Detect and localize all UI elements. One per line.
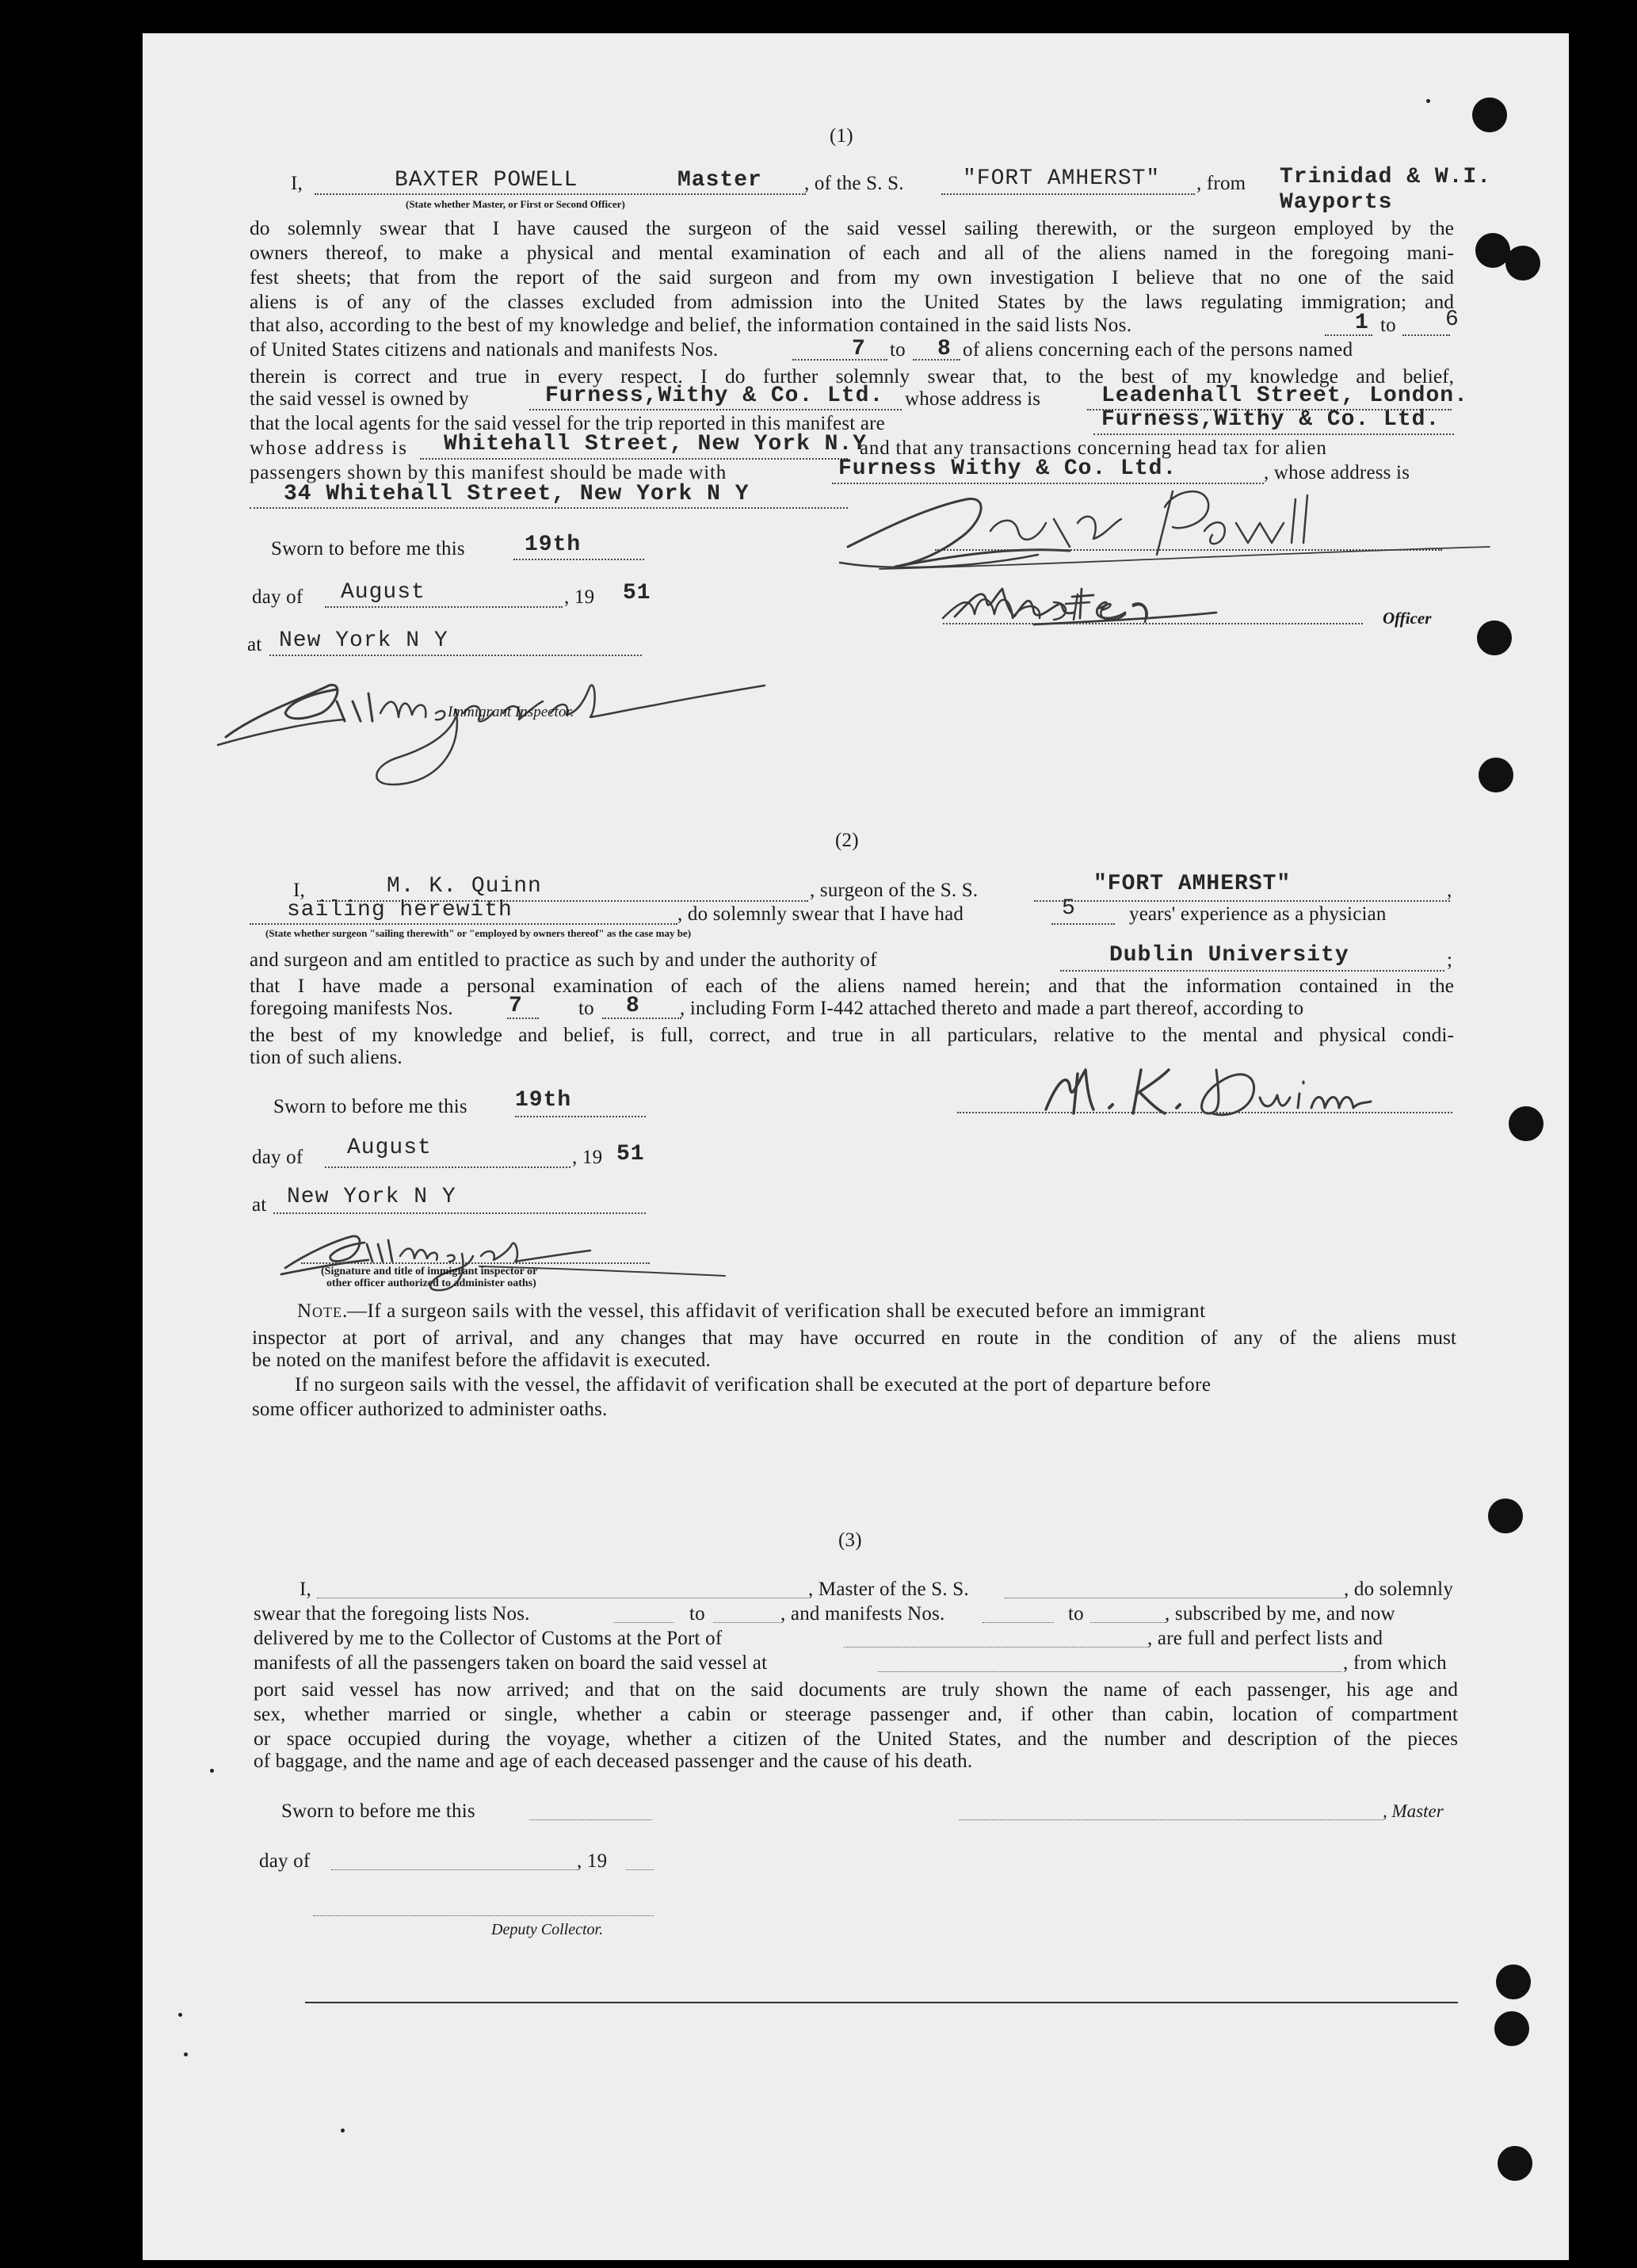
s3-to-label-1: to: [689, 1603, 705, 1625]
s3-year-line: [626, 1869, 654, 1870]
ship-name: "FORT AMHERST": [963, 166, 1161, 191]
owner: Furness,Withy & Co. Ltd.: [545, 384, 884, 408]
of-ss-label: , of the S. S.: [804, 173, 904, 194]
s1-text-1: do solemnly swear that I have caused the surgeon of the said vessel sailing therewith, or the surgeon employed by the: [250, 216, 1454, 239]
speck: [341, 2129, 345, 2132]
s3-deputy-label: Deputy Collector.: [491, 1921, 604, 1938]
owner-address: Leadenhall Street, London.: [1101, 384, 1468, 408]
punch-hole: [1477, 620, 1512, 655]
note-text-3: be noted on the manifest before the affidavit is executed.: [252, 1350, 711, 1371]
s2-text-6: tion of such aliens.: [250, 1047, 403, 1068]
authority: Dublin University: [1109, 943, 1349, 968]
s1-text-7: therein is correct and true in every respect. I do further solemnly swear that, to the best of my knowledge and belief,: [250, 365, 1454, 388]
agents-line: [1093, 433, 1454, 435]
s1-month: August: [341, 580, 425, 605]
speck: [178, 2013, 182, 2017]
headtax-address-line: [250, 507, 848, 509]
s3-text-4: port said vessel has now arrived; and that on the said documents are truly shown the name of each passenger, his age and: [254, 1678, 1458, 1701]
s2-text-1b: years' experience as a physician: [1129, 903, 1387, 925]
s1-text-11: passengers shown by this manifest should be made with: [250, 462, 727, 483]
s3-deputy-line: [313, 1915, 654, 1916]
master-signature-line: [935, 549, 1442, 551]
s2-man-to-line: [602, 1018, 681, 1019]
s1-sworn-day-line: [513, 559, 644, 560]
sailing-line: [250, 923, 677, 925]
years-line: [1051, 923, 1115, 925]
surgeon-of-label: , surgeon of the S. S.: [810, 880, 979, 901]
headtax-address: 34 Whitehall Street, New York N Y: [284, 482, 750, 506]
surgeon-status-note: (State whether surgeon "sailing therewith" or "employed by owners thereof" as the case may be): [265, 927, 692, 939]
s3-text-7: of baggage, and the name and age of each deceased passenger and the cause of his death.: [254, 1751, 973, 1772]
s1-sworn-label: Sworn to before me this: [271, 538, 465, 559]
s3-text-2b: , are full and perfect lists and: [1147, 1628, 1383, 1649]
s2-text-3: that I have made a personal examination of each of the aliens named herein; and that the information contained in the: [250, 974, 1454, 997]
section-2-number: (2): [835, 830, 859, 851]
surgeon-signature: [1030, 1046, 1426, 1133]
man-to-line: [913, 359, 960, 361]
note-text-1: —If a surgeon sails with the vessel, this affidavit of verification shall be executed before an immigrant: [347, 1300, 1206, 1322]
s1-place: New York N Y: [279, 628, 448, 653]
s3-lists-to-line: [713, 1622, 780, 1623]
agents-address-line: [420, 458, 848, 460]
s2-inspector-line: [301, 1262, 650, 1264]
bottom-rule: [305, 2002, 1458, 2003]
s3-master-of: , Master of the S. S.: [808, 1579, 969, 1600]
section-1-number: (1): [830, 125, 853, 147]
surgeon-name: M. K. Quinn: [387, 874, 542, 899]
s1-to-label-2: to: [890, 339, 906, 361]
s1-text-9: that the local agents for the said vessel for the trip reported in this manifest are: [250, 413, 885, 434]
lists-to: 6: [1445, 307, 1460, 332]
s3-boarding-line: [878, 1671, 1341, 1672]
s3-month-line: [331, 1869, 577, 1870]
speck: [1426, 99, 1430, 103]
s3-sworn-label: Sworn to before me this: [281, 1800, 475, 1822]
punch-hole: [1488, 1499, 1523, 1533]
s2-semicolon: ;: [1447, 949, 1453, 971]
s3-sworn-day-line: [529, 1819, 652, 1820]
s1-text-11b: , whose address is: [1264, 462, 1410, 483]
punch-hole: [1472, 97, 1507, 132]
headtax-company: Furness Withy & Co. Ltd.: [838, 456, 1177, 481]
s2-year-prefix: , 19: [572, 1147, 603, 1168]
s2-i-label: I,: [293, 880, 305, 901]
s2-ship-line: [1034, 900, 1450, 902]
s1-at-label: at: [247, 634, 262, 655]
s3-i-label: I,: [300, 1579, 311, 1600]
s1-month-line: [325, 606, 563, 608]
s3-lists-from-line: [614, 1622, 673, 1623]
punch-hole: [1494, 2011, 1529, 2046]
manifests-from: 7: [852, 337, 866, 361]
s1-year-prefix: , 19: [564, 586, 595, 608]
s1-text-10b: and that any transactions concerning head tax for alien: [860, 437, 1327, 459]
s3-master-label: , Master: [1383, 1801, 1444, 1821]
s2-place: New York N Y: [287, 1185, 456, 1209]
s2-ship-comma: ,: [1447, 880, 1452, 901]
note-label: Note.: [297, 1300, 349, 1322]
s3-do-solemnly: , do solemnly: [1344, 1579, 1454, 1600]
s3-man-from-line: [983, 1622, 1054, 1623]
master-rank-note: (State whether Master, or First or Second Officer): [406, 198, 625, 210]
s3-text-3b: , from which: [1343, 1652, 1447, 1674]
s1-text-6b: of aliens concerning each of the persons named: [963, 339, 1353, 361]
s1-text-6a: of United States citizens and nationals and manifests Nos.: [250, 339, 719, 361]
s2-text-1a: , do solemnly swear that I have had: [677, 903, 964, 925]
owner-line: [529, 409, 902, 410]
s3-text-6: or space occupied during the voyage, whether a citizen of the United States, and the number and description of the pieces: [254, 1727, 1458, 1750]
punch-hole: [1496, 1964, 1531, 1999]
note-text-4: If no surgeon sails with the vessel, the affidavit of verification shall be executed at the port of departure before: [295, 1374, 1212, 1396]
local-agents: Furness,Withy & Co. Ltd.: [1101, 407, 1440, 432]
man-from-line: [792, 359, 887, 361]
sailing-status: sailing herewith: [287, 898, 513, 922]
master-title-handwritten: [939, 569, 1224, 640]
s2-manifests-from: 7: [509, 994, 523, 1018]
s2-day-of-label: day of: [252, 1147, 303, 1168]
s1-text-8: the said vessel is owned by: [250, 388, 469, 410]
agents-address: Whitehall Street, New York N.Y: [444, 432, 868, 456]
s3-year-prefix: , 19: [577, 1850, 608, 1872]
s2-to-label: to: [578, 998, 594, 1019]
ship-line: [941, 193, 1195, 195]
officer-label: Officer: [1383, 609, 1432, 628]
s2-text-4a: foregoing manifests Nos.: [250, 998, 453, 1019]
surgeon-signature-line: [957, 1112, 1452, 1113]
s3-text-1a: swear that the foregoing lists Nos.: [254, 1603, 530, 1625]
s3-port-line: [844, 1647, 1149, 1648]
s1-i-label: I,: [291, 173, 303, 194]
s2-text-4b: , including Form I-442 attached thereto and made a part thereof, according to: [680, 998, 1304, 1019]
note-text-2: inspector at port of arrival, and any changes that may have occurred en route in the condition of any of the aliens must: [252, 1326, 1456, 1349]
s3-text-3a: manifests of all the passengers taken on board the said vessel at: [254, 1652, 768, 1674]
whose-address-label: whose address is: [905, 388, 1041, 410]
s3-man-to-line: [1090, 1622, 1166, 1623]
speck: [210, 1769, 214, 1773]
s3-text-1c: , subscribed by me, and now: [1165, 1603, 1395, 1625]
sig-note-1: (Signature and title of immigrant inspector or: [321, 1266, 538, 1277]
s3-text-2a: delivered by me to the Collector of Customs at the Port of: [254, 1628, 723, 1649]
lists-from: 1: [1355, 311, 1369, 335]
s2-at-label: at: [252, 1194, 267, 1216]
s1-text-5: that also, according to the best of my knowledge and belief, the information contained in the said lists Nos.: [250, 315, 1132, 336]
section-3-number: (3): [838, 1529, 862, 1551]
s2-text-5: the best of my knowledge and belief, is full, correct, and true in all particulars, relative to the mental and physical condi-: [250, 1023, 1454, 1046]
s3-text-5: sex, whether married or single, whether a cabin or steerage passenger and, if other than cabin, location of compartment: [254, 1702, 1458, 1725]
punch-hole: [1498, 2146, 1532, 2181]
s1-text-2: owners thereof, to make a physical and mental examination of each and all of the aliens named in the foregoing mani-: [250, 241, 1454, 264]
inspector-title: Immigrant Inspector.: [448, 704, 574, 720]
s2-manifests-to: 8: [626, 994, 640, 1018]
lists-to-label: to: [1380, 315, 1396, 336]
authority-line: [1060, 970, 1444, 972]
speck: [184, 2052, 188, 2056]
s3-master-sig-line: [959, 1819, 1383, 1820]
s1-text-3: fest sheets; that from the report of the said surgeon and from my own investigation I believe that no one of the said: [250, 265, 1454, 288]
s1-sworn-day: 19th: [525, 533, 582, 557]
punch-hole: [1509, 1106, 1544, 1141]
s2-sworn-label: Sworn to before me this: [273, 1096, 467, 1117]
master-name-line: [315, 193, 806, 195]
master-rank: Master: [677, 168, 762, 193]
years-experience: 5: [1062, 896, 1076, 921]
s2-year: 51: [616, 1142, 645, 1166]
master-name: BAXTER POWELL: [395, 168, 578, 193]
s2-sworn-day-line: [515, 1116, 646, 1117]
s2-ship-name: "FORT AMHERST": [1093, 872, 1292, 896]
punch-hole: [1479, 758, 1513, 792]
from-label: , from: [1196, 173, 1246, 194]
s1-text-4: aliens is of any of the classes excluded from admission into the United States by the laws regulating immigration; and: [250, 290, 1454, 313]
s1-text-10a: whose address is: [250, 437, 409, 459]
s1-year: 51: [623, 581, 651, 605]
punch-hole: [1505, 246, 1540, 281]
s3-day-of-label: day of: [259, 1850, 311, 1872]
note-text-5: some officer authorized to administer oaths.: [252, 1399, 608, 1420]
sig-note-2: other officer authorized to administer oaths): [326, 1277, 536, 1289]
s1-day-of-label: day of: [252, 586, 303, 608]
lists-to-line: [1402, 334, 1450, 336]
s2-sworn-day: 19th: [515, 1088, 572, 1113]
manifests-to: 8: [937, 337, 952, 361]
s3-to-label-2: to: [1068, 1603, 1084, 1625]
s3-text-1b: , and manifests Nos.: [780, 1603, 945, 1625]
s2-text-2a: and surgeon and am entitled to practice as such by and under the authority of: [250, 949, 877, 971]
s2-month-line: [325, 1166, 570, 1168]
departure-port-2: Wayports: [1280, 190, 1393, 215]
departure-port: Trinidad & W.I.: [1280, 165, 1492, 189]
s2-month: August: [347, 1136, 432, 1160]
